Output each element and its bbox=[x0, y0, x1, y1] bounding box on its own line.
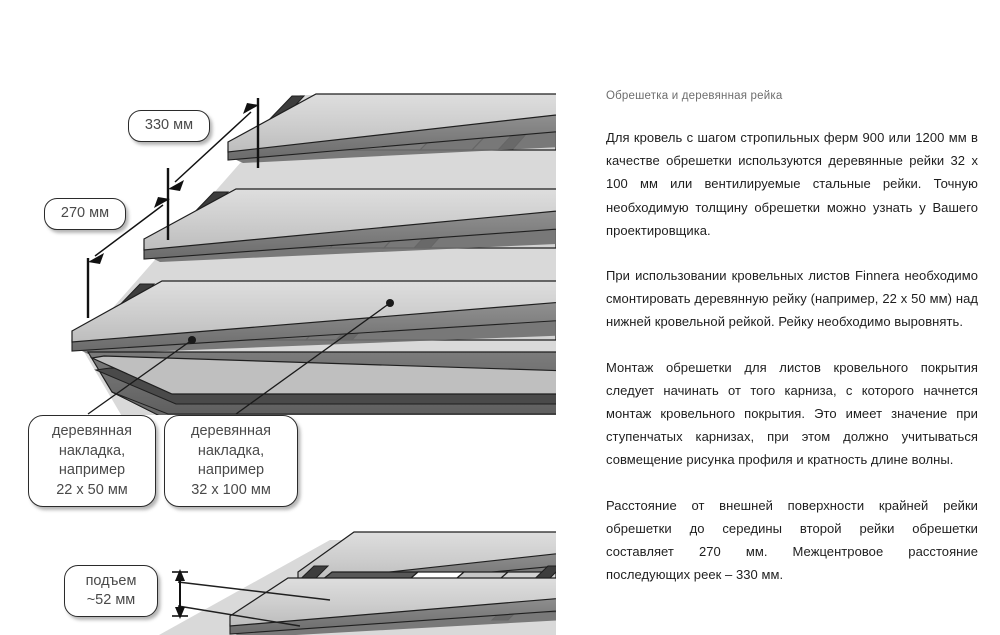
article-paragraph-2: При использовании кровельных листов Finnera необходимо смонтировать деревянную рейку (например, 22 х 50 мм) над нижней кровельной рейкой. Рейку необходимо выровнять. bbox=[606, 268, 978, 330]
callout-line: подъем bbox=[85, 572, 137, 589]
callout-wooden-rail-22x50 bbox=[28, 415, 156, 507]
callout-line: 270 мм bbox=[60, 205, 110, 222]
callout-rise-52 bbox=[64, 565, 158, 617]
callout-spacing-270 bbox=[44, 198, 126, 230]
callout-line: например bbox=[197, 462, 265, 478]
callout-line: 22 х 50 мм bbox=[56, 481, 128, 498]
callout-line: накладка, bbox=[58, 442, 126, 459]
article-paragraph-4: Расстояние от внешней поверхности крайней рейки обрешетки до середины второй рейки обрешетки составляет 270 мм. Межцентровое расстояние последующих реек – 330 мм. bbox=[606, 497, 978, 583]
callout-line: деревянная bbox=[52, 423, 132, 439]
callout-line: 330 мм bbox=[144, 117, 194, 134]
callout-line: ~52 мм bbox=[86, 592, 136, 608]
callout-spacing-330 bbox=[128, 110, 210, 142]
eave-fascia-assembly bbox=[88, 352, 590, 424]
callout-line: например bbox=[58, 462, 126, 478]
callout-line: деревянная bbox=[191, 423, 271, 439]
callout-line: 32 х 100 мм bbox=[191, 481, 271, 498]
callout-wooden-rail-32x100 bbox=[164, 415, 298, 507]
article-heading: Обрешетка и деревянная рейка bbox=[606, 90, 783, 102]
upper-roof-assembly bbox=[72, 94, 590, 430]
article-paragraph-3: Монтаж обрешетки для листов кровельного покрытия следует начинать от того карниза, с которого начнется монтаж кровельного покрытия. Это имеет значение при ступенчатых карнизах, при этом должно учитываться совмещение рисунка профиля и кратность длине волны. bbox=[606, 359, 978, 468]
article-text-column bbox=[606, 88, 978, 586]
dimension-arrow-rise bbox=[172, 569, 188, 619]
article-paragraph-1: Для кровель с шагом стропильных ферм 900 или 1200 мм в качестве обрешетки используются деревянные рейки 32 х 100 мм или вентилируемые стальные рейки. Точную необходимую толщину обрешетки можно узнать у Вашего проектировщика. bbox=[606, 130, 978, 238]
lower-roof-assembly bbox=[150, 532, 590, 635]
callout-line: накладка, bbox=[197, 442, 265, 459]
